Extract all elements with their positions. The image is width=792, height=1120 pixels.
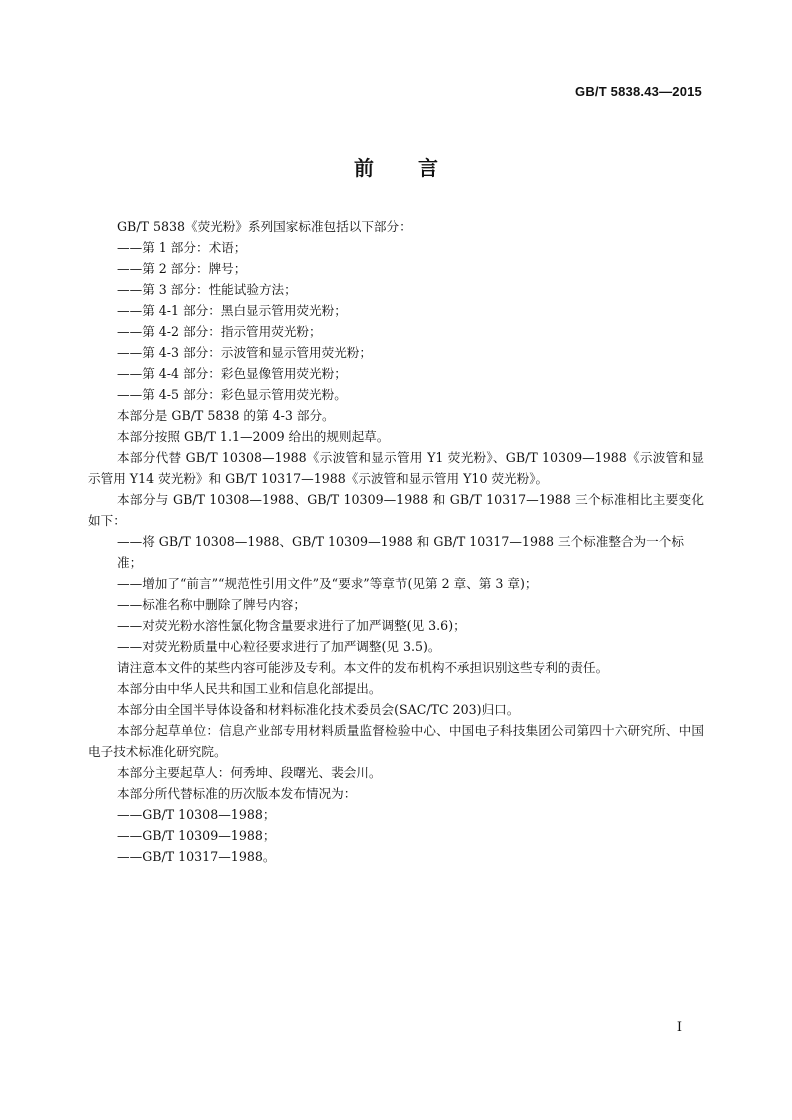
list-item: ——增加了“前言”“规范性引用文件”及“要求”等章节(见第 2 章、第 3 章)； <box>117 576 538 591</box>
paragraph: 本部分所代替标准的历次版本发布情况为： <box>117 786 357 801</box>
paragraph: GB/T 5838《荧光粉》系列国家标准包括以下部分： <box>117 219 412 234</box>
list-item: ——第 3 部分：性能试验方法； <box>117 282 297 297</box>
paragraph: 本部分主要起草人：何秀坤、段曙光、裴会川。 <box>117 765 382 780</box>
list-item: ——第 2 部分：牌号； <box>117 261 247 276</box>
page-title: 前言 <box>354 156 482 180</box>
list-item: ——将 GB/T 10308—1988、GB/T 10309—1988 和 GB/T 10317—1988 三个标准整合为一个标准； <box>117 534 684 570</box>
list-item: ——对荧光粉水溶性氯化物含量要求进行了加严调整(见 3.6)； <box>117 618 466 633</box>
paragraph: 本部分起草单位：信息产业部专用材料质量监督检验中心、中国电子科技集团公司第四十六研究所、中国电子技术标准化研究院。 <box>88 723 704 759</box>
list-item: ——第 1 部分：术语； <box>117 240 247 255</box>
list-item: ——第 4-1 部分：黑白显示管用荧光粉； <box>117 303 347 318</box>
document-body <box>88 216 704 867</box>
list-item: ——对荧光粉质量中心粒径要求进行了加严调整(见 3.5)。 <box>117 639 441 654</box>
paragraph: 请注意本文件的某些内容可能涉及专利。本文件的发布机构不承担识别这些专利的责任。 <box>117 660 609 675</box>
list-item: ——第 4-5 部分：彩色显示管用荧光粉。 <box>117 387 347 402</box>
list-item: ——第 4-3 部分：示波管和显示管用荧光粉； <box>117 345 372 360</box>
list-item: ——第 4-4 部分：彩色显像管用荧光粉； <box>117 366 347 381</box>
paragraph: 本部分按照 GB/T 1.1—2009 给出的规则起草。 <box>117 429 390 444</box>
paragraph: 本部分由中华人民共和国工业和信息化部提出。 <box>117 681 382 696</box>
standard-code: GB/T 5838.43—2015 <box>575 84 702 99</box>
paragraph: 本部分是 GB/T 5838 的第 4-3 部分。 <box>117 408 335 423</box>
paragraph: 本部分与 GB/T 10308—1988、GB/T 10309—1988 和 GB/T 10317—1988 三个标准相比主要变化如下： <box>88 492 704 528</box>
list-item: ——GB/T 10308—1988； <box>117 807 276 822</box>
paragraph: 本部分代替 GB/T 10308—1988《示波管和显示管用 Y1 荧光粉》、GB/T 10309—1988《示波管和显示管用 Y14 荧光粉》和 GB/T 10317—1988《示波管和显示管用 Y10 荧光粉》。 <box>88 450 704 486</box>
list-item: ——GB/T 10309—1988； <box>117 828 276 843</box>
list-item: ——第 4-2 部分：指示管用荧光粉； <box>117 324 322 339</box>
page-number: I <box>676 1020 682 1035</box>
paragraph: 本部分由全国半导体设备和材料标准化技术委员会(SAC/TC 203)归口。 <box>117 702 520 717</box>
list-item: ——GB/T 10317—1988。 <box>117 849 276 864</box>
list-item: ——标准名称中删除了牌号内容； <box>117 597 306 612</box>
